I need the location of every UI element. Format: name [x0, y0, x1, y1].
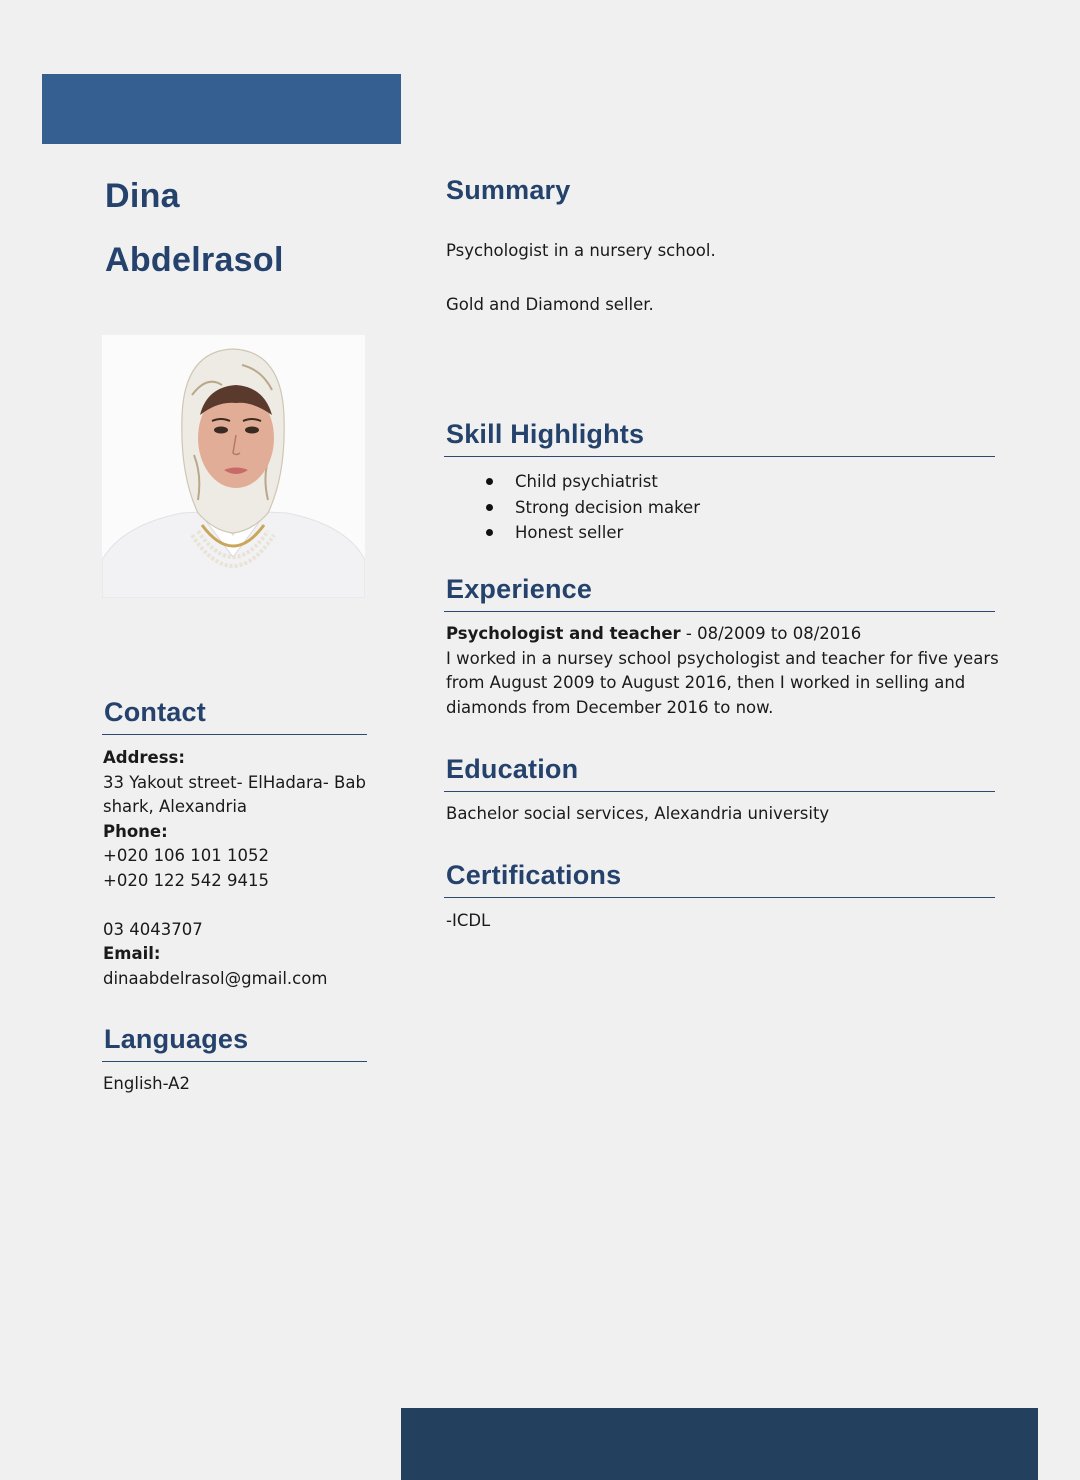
language-item: English-A2: [103, 1074, 190, 1093]
experience-heading: Experience: [446, 574, 593, 604]
experience-desc-3: diamonds from December 2016 to now.: [446, 697, 774, 717]
experience-desc-1: I worked in a nursey school psychologist and teacher for five years: [446, 648, 999, 668]
certifications-divider: [444, 897, 995, 898]
contact-block: [103, 746, 373, 991]
experience-dates: - 08/2009 to 08/2016: [680, 624, 862, 643]
education-heading: Education: [446, 754, 579, 784]
languages-heading: Languages: [104, 1024, 249, 1054]
skill-item: Strong decision maker: [486, 495, 700, 521]
certifications-heading: Certifications: [446, 860, 622, 890]
certification-item: -ICDL: [446, 911, 491, 930]
phone-spacer: [103, 893, 373, 918]
summary-line-1: Psychologist in a nursery school.: [446, 241, 716, 260]
last-name: Abdelrasol: [105, 241, 284, 279]
email-label: Email:: [103, 944, 161, 963]
phone-label: Phone:: [103, 821, 168, 841]
phone-3: 03 4043707: [103, 919, 203, 939]
phone-2: +020 122 542 9415: [103, 870, 270, 890]
skill-item: Child psychiatrist: [486, 469, 700, 495]
bullet-icon: [486, 478, 493, 485]
languages-divider: [102, 1061, 367, 1062]
phone-1: +020 106 101 1052: [103, 846, 270, 865]
experience-desc-2: from August 2009 to August 2016, then I worked in selling and: [446, 673, 966, 692]
experience-job-title: Psychologist and teacher: [446, 624, 681, 643]
skills-heading: Skill Highlights: [446, 419, 645, 449]
profile-photo: [102, 335, 365, 598]
education-item: Bachelor social services, Alexandria university: [446, 804, 830, 823]
contact-divider: [102, 734, 367, 735]
education-divider: [444, 791, 995, 792]
email-value[interactable]: dinaabdelrasol@gmail.com: [103, 968, 328, 988]
bullet-icon: [486, 504, 493, 511]
portrait-photo-icon: [102, 335, 365, 598]
address-label: Address:: [103, 748, 185, 767]
experience-block: [446, 622, 1006, 720]
experience-title-row: [446, 622, 1006, 647]
skill-item: Honest seller: [486, 520, 700, 546]
skills-divider: [444, 456, 995, 457]
footer-accent-bar: [401, 1408, 1038, 1480]
summary-heading: Summary: [446, 175, 571, 205]
address-line-1: 33 Yakout street- ElHadara- Bab: [103, 772, 366, 792]
summary-line-2: Gold and Diamond seller.: [446, 295, 654, 314]
address-line-2: shark, Alexandria: [103, 797, 248, 816]
first-name: Dina: [105, 177, 180, 215]
header-accent-bar: [42, 74, 401, 144]
experience-divider: [444, 611, 995, 612]
skills-list: [486, 469, 700, 546]
bullet-icon: [486, 529, 493, 536]
contact-heading: Contact: [104, 697, 206, 727]
